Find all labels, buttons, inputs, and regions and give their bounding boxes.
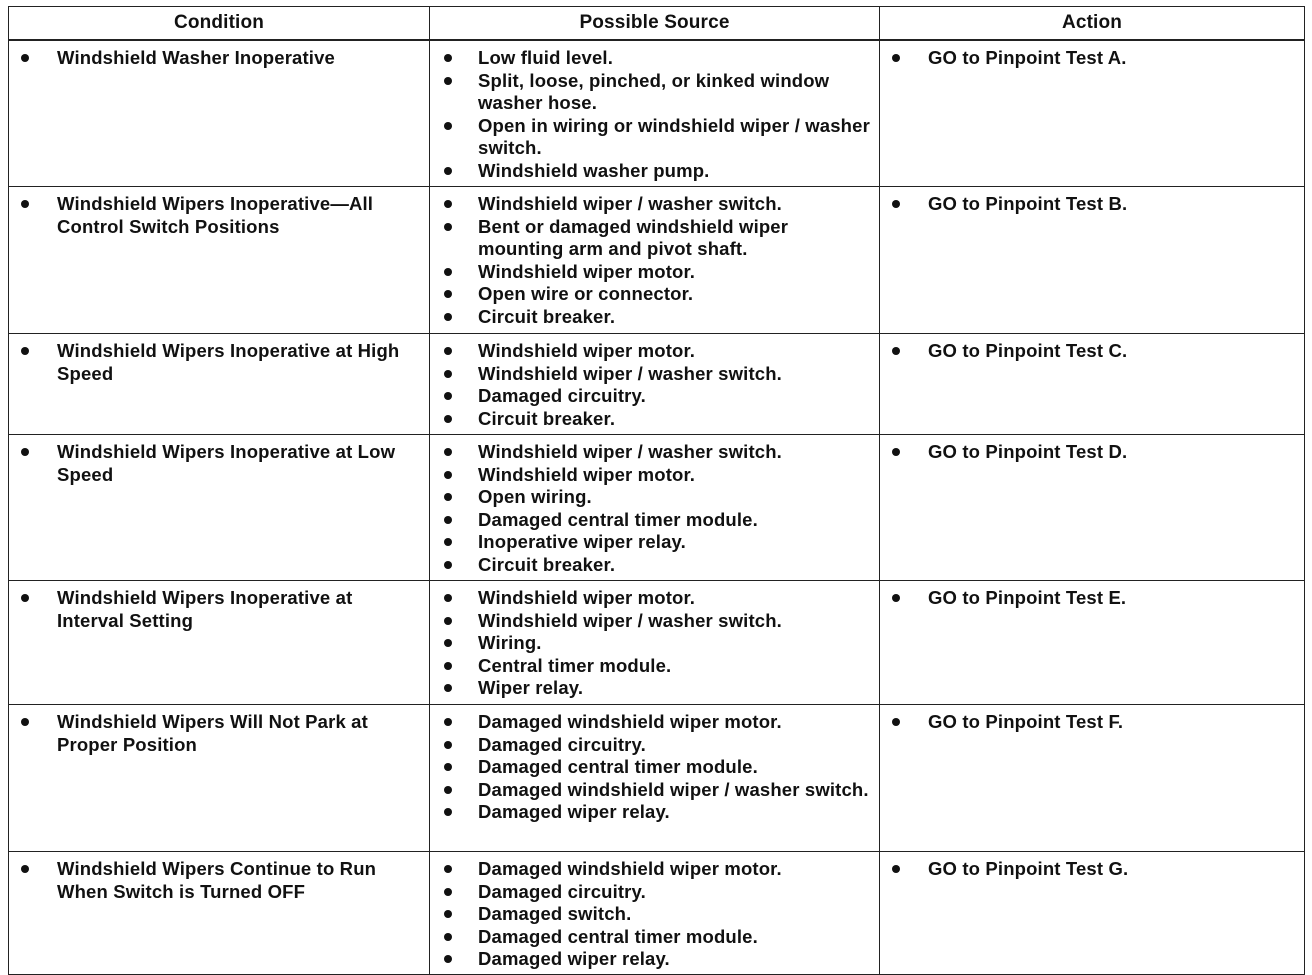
source-item: Wiper relay. xyxy=(430,677,871,700)
source-item: Damaged central timer module. xyxy=(430,509,871,532)
source-item: Damaged circuitry. xyxy=(430,385,871,408)
source-item: Inoperative wiper relay. xyxy=(430,531,871,554)
condition-text: Windshield Wipers Continue to Run When Switch is Turned OFF xyxy=(9,858,421,903)
action-cell xyxy=(880,187,1305,334)
condition-cell xyxy=(9,581,430,705)
action-cell xyxy=(880,334,1305,435)
source-item: Damaged switch. xyxy=(430,903,871,926)
condition-text: Windshield Wipers Inoperative at Low Speed xyxy=(9,441,421,486)
action-text: GO to Pinpoint Test A. xyxy=(880,47,1296,70)
condition-cell xyxy=(9,705,430,852)
source-item: Damaged circuitry. xyxy=(430,734,871,757)
column-header-action: Action xyxy=(880,7,1305,41)
column-header-condition: Condition xyxy=(9,7,430,41)
source-item: Damaged wiper relay. xyxy=(430,948,871,971)
source-item: Windshield wiper / washer switch. xyxy=(430,363,871,386)
table-row xyxy=(9,187,1305,334)
table-row xyxy=(9,852,1305,975)
source-item: Windshield wiper motor. xyxy=(430,261,871,284)
source-item: Damaged windshield wiper motor. xyxy=(430,858,871,881)
source-item: Damaged wiper relay. xyxy=(430,801,871,824)
source-item: Windshield wiper motor. xyxy=(430,464,871,487)
condition-cell xyxy=(9,187,430,334)
source-item: Windshield washer pump. xyxy=(430,160,871,183)
source-item: Damaged central timer module. xyxy=(430,926,871,949)
source-cell xyxy=(430,705,880,852)
condition-cell xyxy=(9,852,430,975)
table-row xyxy=(9,40,1305,187)
source-item: Low fluid level. xyxy=(430,47,871,70)
table-row xyxy=(9,581,1305,705)
action-text: GO to Pinpoint Test D. xyxy=(880,441,1296,464)
source-item: Open wiring. xyxy=(430,486,871,509)
action-text: GO to Pinpoint Test F. xyxy=(880,711,1296,734)
condition-text: Windshield Wipers Inoperative—All Control Switch Positions xyxy=(9,193,421,238)
table-row xyxy=(9,334,1305,435)
header-row xyxy=(9,7,1305,41)
source-cell xyxy=(430,187,880,334)
column-header-possible-source: Possible Source xyxy=(430,7,880,41)
source-item: Circuit breaker. xyxy=(430,408,871,431)
source-item: Bent or damaged windshield wiper mounting arm and pivot shaft. xyxy=(430,216,871,261)
source-item: Circuit breaker. xyxy=(430,306,871,329)
condition-text: Windshield Wipers Will Not Park at Proper Position xyxy=(9,711,421,756)
source-item: Damaged circuitry. xyxy=(430,881,871,904)
condition-cell xyxy=(9,435,430,581)
condition-text: Windshield Wipers Inoperative at High Speed xyxy=(9,340,421,385)
action-text: GO to Pinpoint Test G. xyxy=(880,858,1296,881)
source-item: Damaged central timer module. xyxy=(430,756,871,779)
source-item: Damaged windshield wiper / washer switch. xyxy=(430,779,871,802)
action-text: GO to Pinpoint Test E. xyxy=(880,587,1296,610)
source-item: Windshield wiper / washer switch. xyxy=(430,193,871,216)
source-item: Windshield wiper motor. xyxy=(430,340,871,363)
action-cell xyxy=(880,435,1305,581)
diagnosis-table xyxy=(8,6,1305,975)
source-cell xyxy=(430,581,880,705)
source-cell xyxy=(430,334,880,435)
source-item: Windshield wiper motor. xyxy=(430,587,871,610)
action-cell xyxy=(880,40,1305,187)
table-body xyxy=(9,40,1305,975)
action-text: GO to Pinpoint Test C. xyxy=(880,340,1296,363)
table-row xyxy=(9,705,1305,852)
condition-cell xyxy=(9,334,430,435)
source-item: Windshield wiper / washer switch. xyxy=(430,610,871,633)
table-row xyxy=(9,435,1305,581)
condition-text: Windshield Washer Inoperative xyxy=(9,47,421,70)
action-text: GO to Pinpoint Test B. xyxy=(880,193,1296,216)
source-item: Split, loose, pinched, or kinked window washer hose. xyxy=(430,70,871,115)
source-item: Open wire or connector. xyxy=(430,283,871,306)
condition-cell xyxy=(9,40,430,187)
source-item: Damaged windshield wiper motor. xyxy=(430,711,871,734)
source-item: Wiring. xyxy=(430,632,871,655)
source-cell xyxy=(430,435,880,581)
action-cell xyxy=(880,705,1305,852)
source-item: Open in wiring or windshield wiper / washer switch. xyxy=(430,115,871,160)
table-header xyxy=(9,7,1305,41)
action-cell xyxy=(880,852,1305,975)
source-cell xyxy=(430,40,880,187)
source-item: Central timer module. xyxy=(430,655,871,678)
source-item: Windshield wiper / washer switch. xyxy=(430,441,871,464)
condition-text: Windshield Wipers Inoperative at Interval Setting xyxy=(9,587,421,632)
source-cell xyxy=(430,852,880,975)
action-cell xyxy=(880,581,1305,705)
source-item: Circuit breaker. xyxy=(430,554,871,577)
